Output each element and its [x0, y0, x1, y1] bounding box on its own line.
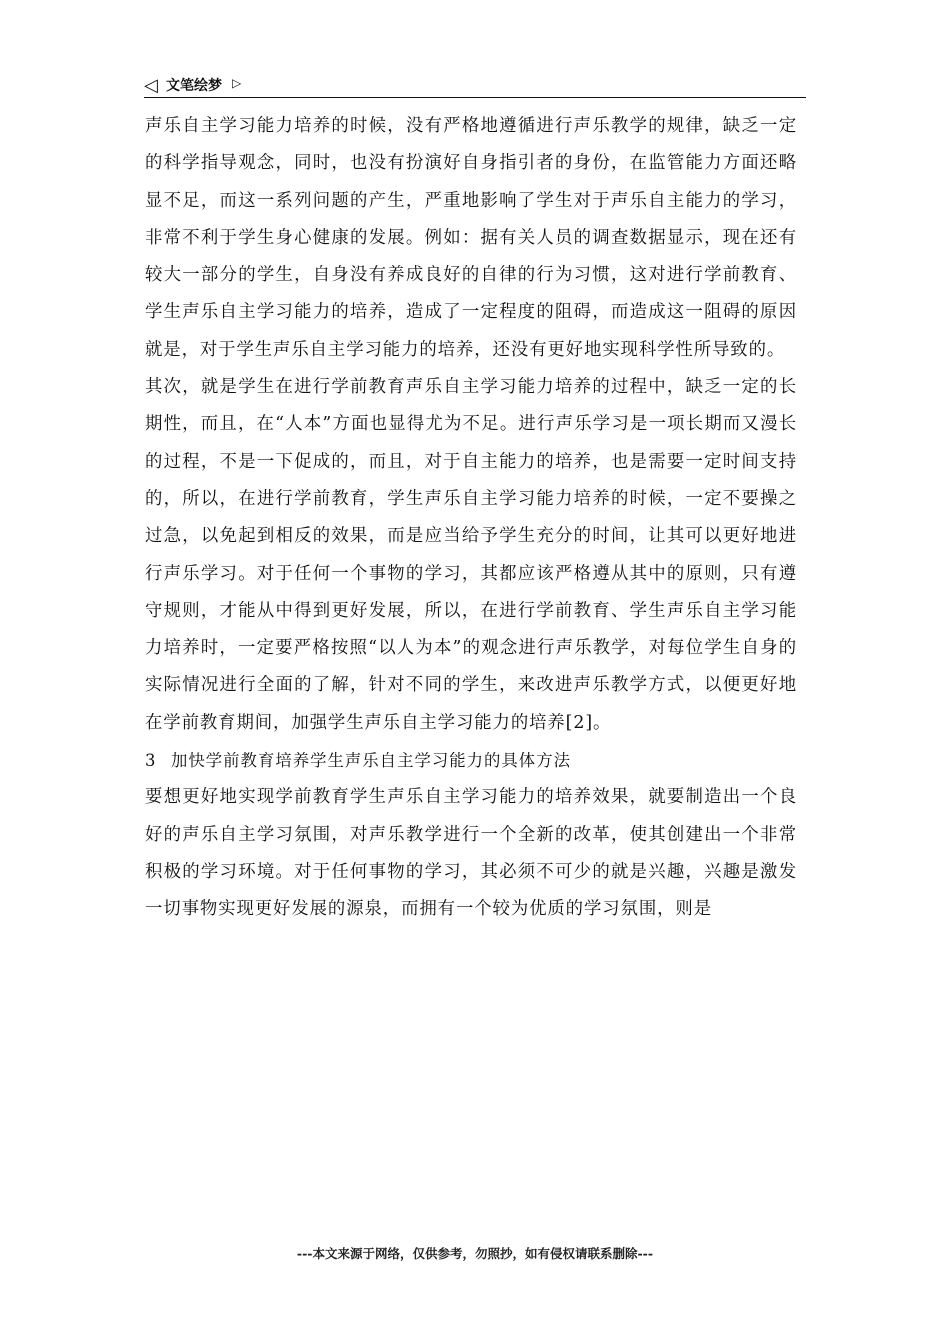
header-title: 文笔绘梦 — [166, 78, 222, 94]
paragraph-1: 声乐自主学习能力培养的时候，没有严格地遵循进行声乐教学的规律，缺乏一定的科学指导观念，同时，也没有扮演好自身指引者的身份，在监管能力方面还略显不足，而这一系列问题的产生，严重地影响了学生对于声乐自主能力的学习，非常不利于学生身心健康的发展。例如：据有关人员的调查数据显示，现在还有较大一部分的学生，自身没有养成良好的自律的行为习惯，这对进行学前教育、学生声乐自主学习能力的培养，造成了一定程度的阻碍，而造成这一阻碍的原因就是，对于学生声乐自主学习能力的培养，还没有更好地实现科学性所导致的。 — [145, 116, 797, 360]
left-triangle-icon: ◁ — [144, 75, 158, 96]
header-divider — [144, 97, 806, 98]
paragraph-2: 其次，就是学生在进行学前教育声乐自主学习能力培养的过程中，缺乏一定的长期性，而且，在“人本”方面也显得尤为不足。进行声乐学习是一项长期而又漫长的过程，不是一下促成的，而且，对于自主能力的培养，也是需要一定时间支持的，所以，在进行学前教育，学生声乐自主学习能力培养的时候，一定不要操之过急，以免起到相反的效果，而是应当给予学生充分的时间，让其可以更好地进行声乐学习。对于任何一个事物的学习，其都应该严格遵从其中的原则，只有遵守规则，才能从中得到更好发展，所以，在进行学前教育、学生声乐自主学习能力培养时，一定要严格按照“以人为本”的观念进行声乐教学，对每位学生自身的实际情况进行全面的了解，针对不同的学生，来改进声乐教学方式，以便更好地在学前教育期间，加强学生声乐自主学习能力的培养[2]。 — [145, 377, 797, 733]
paragraph-3: 要想更好地实现学前教育学生声乐自主学习能力的培养效果，就要制造出一个良好的声乐自主学习氛围，对声乐教学进行一个全新的改革，使其创建出一个非常积极的学习环境。对于任何事物的学习，其必须不可少的就是兴趣，兴趣是激发一切事物实现更好发展的源泉，而拥有一个较为优质的学习氛围，则是 — [145, 787, 797, 920]
document-body — [145, 108, 797, 929]
footer-notice: ---本文来源于网络，仅供参考，勿照抄，如有侵权请联系删除--- — [296, 1246, 654, 1261]
page-header — [144, 74, 806, 98]
section-heading — [145, 742, 797, 779]
section-title: 加快学前教育培养学生声乐自主学习能力的具体方法 — [171, 751, 571, 771]
right-triangle-icon: ▷ — [232, 76, 242, 90]
section-number: 3 — [145, 751, 157, 771]
